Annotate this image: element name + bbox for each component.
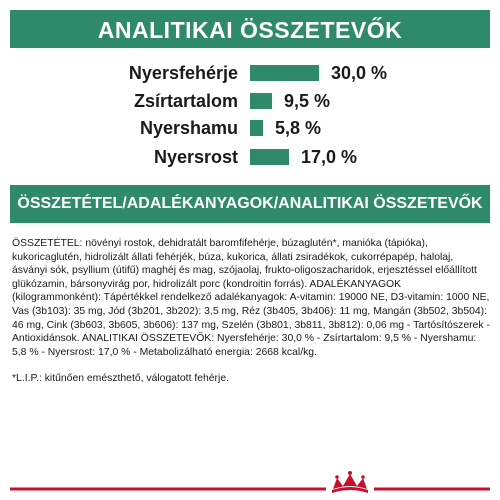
footnote: *L.I.P.: kitűnően emészthető, válogatott fehérje. [12, 373, 229, 385]
composition-paragraph: ÖSSZETÉTEL: növényi rostok, dehidratált baromfifehérje, búzaglutén*, manióka (tápióka), kukoricaglutén, hidrolizált állati fehérjék, búza, kukorica, állati zsiradékok, cukorrépapép, halolaj, ásványi sók, psyllium (útifű) maghéj és mag, szójaolaj, frukto-oligoszacharidok, erjesztéssel előállított glükózamin, bársonyvirág por, hidrolizált porc (kondroitin forrás). ADALÉKANYAGOK (kilogrammonként): Tápértékkel rendelkező adalékanyagok: A-vitamin: 19000 NE, D3-vitamin: 1000 NE, Vas (3b103): 35 mg, Jód (3b201, 3b202): 3,5 mg, Réz (3b405, 3b406): 11 mg, Mangán (3b502, 3b504): 46 mg, Cink (3b603, 3b605, 3b606): 137 mg, Szelén (3b801, 3b811, 3b812): 0,06 mg - Tartósítószerek - Antioxidánsok. ANALITIKAI ÖSSZETEVŐK: Nyersfehérje: 30,0 % - Zsírtartalom: 9,5 % - Nyershamu: 5,8 % - Nyersrost: 17,0 % - Metabolizálható energia: 2668 kcal/kg. [12, 238, 490, 358]
nutrient-label: Nyersfehérje [128, 63, 238, 83]
nutrient-label: Nyersrost [153, 147, 238, 167]
nutrient-bar [250, 93, 272, 109]
nutrient-row-fibre [0, 145, 500, 169]
composition-banner: ÖSSZETÉTEL/ADALÉKANYAGOK/ANALITIKAI ÖSSZETEVŐK [10, 185, 490, 223]
nutrient-row-ash [0, 116, 500, 140]
nutrient-value: 17,0 % [301, 147, 358, 167]
nutrient-row-protein [0, 61, 500, 85]
nutrient-value: 30,0 % [331, 63, 388, 83]
analytical-constituents-banner: ANALITIKAI ÖSSZETEVŐK [10, 10, 490, 48]
nutrient-bar [250, 120, 263, 136]
composition-text-block [12, 237, 490, 386]
nutrient-label: Zsírtartalom [133, 91, 238, 111]
nutrient-value: 9,5 % [284, 91, 331, 111]
nutrient-label: Nyershamu [139, 118, 238, 138]
nutrient-value: 5,8 % [275, 118, 322, 138]
nutrient-bar [250, 149, 289, 165]
nutrient-row-fat [0, 89, 500, 113]
nutrient-bar [250, 65, 319, 81]
royal-canin-crown-icon [332, 471, 368, 493]
brand-footer [0, 466, 500, 500]
